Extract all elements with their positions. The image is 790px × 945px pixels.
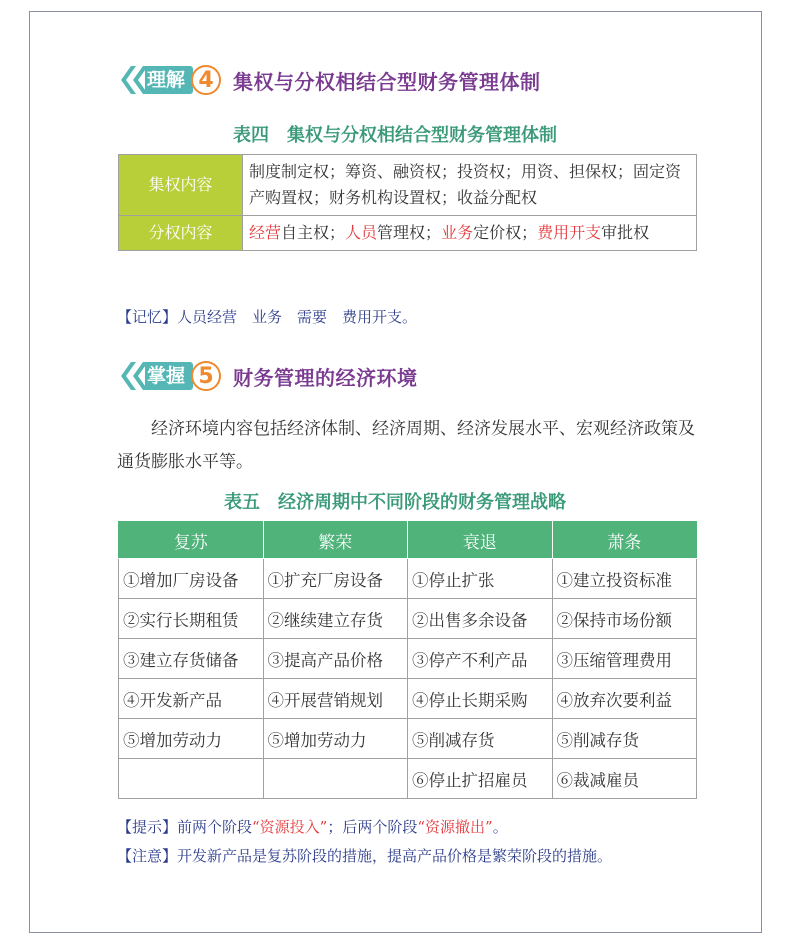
table-cell: ①扩充厂房设备 — [263, 559, 408, 599]
table-row-label: 分权内容 — [119, 216, 243, 251]
section-tag: 理解 — [145, 66, 193, 94]
table-cell: ④放弃次要利益 — [552, 679, 697, 719]
table-cell: ①停止扩张 — [408, 559, 553, 599]
tip-highlight: “资源撤出” — [417, 818, 493, 836]
table-row — [119, 759, 697, 799]
table-cell: ③建立存货储备 — [119, 639, 264, 679]
table4 — [118, 154, 697, 251]
table-text: 自主权； — [281, 223, 346, 242]
highlight-term: 费用开支 — [537, 223, 602, 242]
table-cell: ①增加厂房设备 — [119, 559, 264, 599]
table-cell: ⑤增加劳动力 — [119, 719, 264, 759]
highlight-term: 业务 — [441, 223, 474, 242]
table-row — [119, 639, 697, 679]
table-cell: ②继续建立存货 — [263, 599, 408, 639]
column-header: 复苏 — [119, 522, 264, 559]
table-cell: ④开发新产品 — [119, 679, 264, 719]
tip-note — [117, 816, 508, 837]
table-header-row — [119, 522, 697, 559]
section-heading-5 — [117, 358, 418, 394]
table-cell: ④停止长期采购 — [408, 679, 553, 719]
table-cell: ②出售多余设备 — [408, 599, 553, 639]
table4-caption: 表四 集权与分权相结合型财务管理体制 — [233, 125, 557, 146]
double-chevron-icon — [117, 64, 151, 96]
table-cell: ⑤削减存货 — [552, 719, 697, 759]
column-header: 衰退 — [408, 522, 553, 559]
section-title: 集权与分权相结合型财务管理体制 — [233, 69, 541, 94]
paragraph: 经济环境内容包括经济体制、经济周期、经济发展水平、宏观经济政策及通货膨胀水平等。 — [117, 419, 695, 472]
table-row — [119, 719, 697, 759]
table5-caption: 表五 经济周期中不同阶段的财务管理战略 — [224, 492, 566, 513]
table-cell: ③压缩管理费用 — [552, 639, 697, 679]
tip-text: ；后两个阶段 — [327, 818, 418, 836]
section-number: 4 — [191, 65, 221, 95]
column-header: 萧条 — [552, 522, 697, 559]
table-cell: 制度制定权；筹资、融资权；投资权；用资、担保权；固定资产购置权；财务机构设置权；收益分配权 — [243, 155, 697, 216]
table-text: 定价权； — [473, 223, 538, 242]
table-row — [119, 679, 697, 719]
table-cell: ②实行长期租赁 — [119, 599, 264, 639]
tip-highlight: “资源投入” — [252, 818, 328, 836]
highlight-term: 经营 — [249, 223, 282, 242]
table-row-label: 集权内容 — [119, 155, 243, 216]
tip-text: 【提示】前两个阶段 — [117, 818, 253, 836]
table-row — [119, 599, 697, 639]
column-header: 繁荣 — [263, 522, 408, 559]
table-cell: ③提高产品价格 — [263, 639, 408, 679]
table-cell — [119, 759, 264, 799]
table5 — [118, 521, 697, 799]
table-cell: ③停产不利产品 — [408, 639, 553, 679]
table-text: 审批权 — [601, 223, 650, 242]
section-tag: 掌握 — [145, 362, 193, 390]
table-cell: ④开展营销规划 — [263, 679, 408, 719]
table-cell: ⑤增加劳动力 — [263, 719, 408, 759]
table-cell: ②保持市场份额 — [552, 599, 697, 639]
table-cell: ⑥裁减雇员 — [552, 759, 697, 799]
table-cell: ⑤削减存货 — [408, 719, 553, 759]
table-cell: ①建立投资标准 — [552, 559, 697, 599]
tip-text: 。 — [492, 818, 508, 836]
double-chevron-icon — [117, 360, 151, 392]
table-row — [119, 559, 697, 599]
section-title: 财务管理的经济环境 — [233, 365, 418, 390]
table-row — [119, 216, 697, 251]
table-row — [119, 155, 697, 216]
table-cell: ⑥停止扩招雇员 — [408, 759, 553, 799]
section-heading-4 — [117, 62, 541, 98]
section-number: 5 — [191, 361, 221, 391]
table-cell — [243, 216, 697, 251]
highlight-term: 人员 — [345, 223, 378, 242]
table-text: 管理权； — [377, 223, 442, 242]
table-cell — [263, 759, 408, 799]
memo-note: 【记忆】人员经营 业务 需要 费用开支。 — [117, 308, 418, 326]
attention-note: 【注意】开发新产品是复苏阶段的措施，提高产品价格是繁荣阶段的措施。 — [117, 847, 613, 865]
